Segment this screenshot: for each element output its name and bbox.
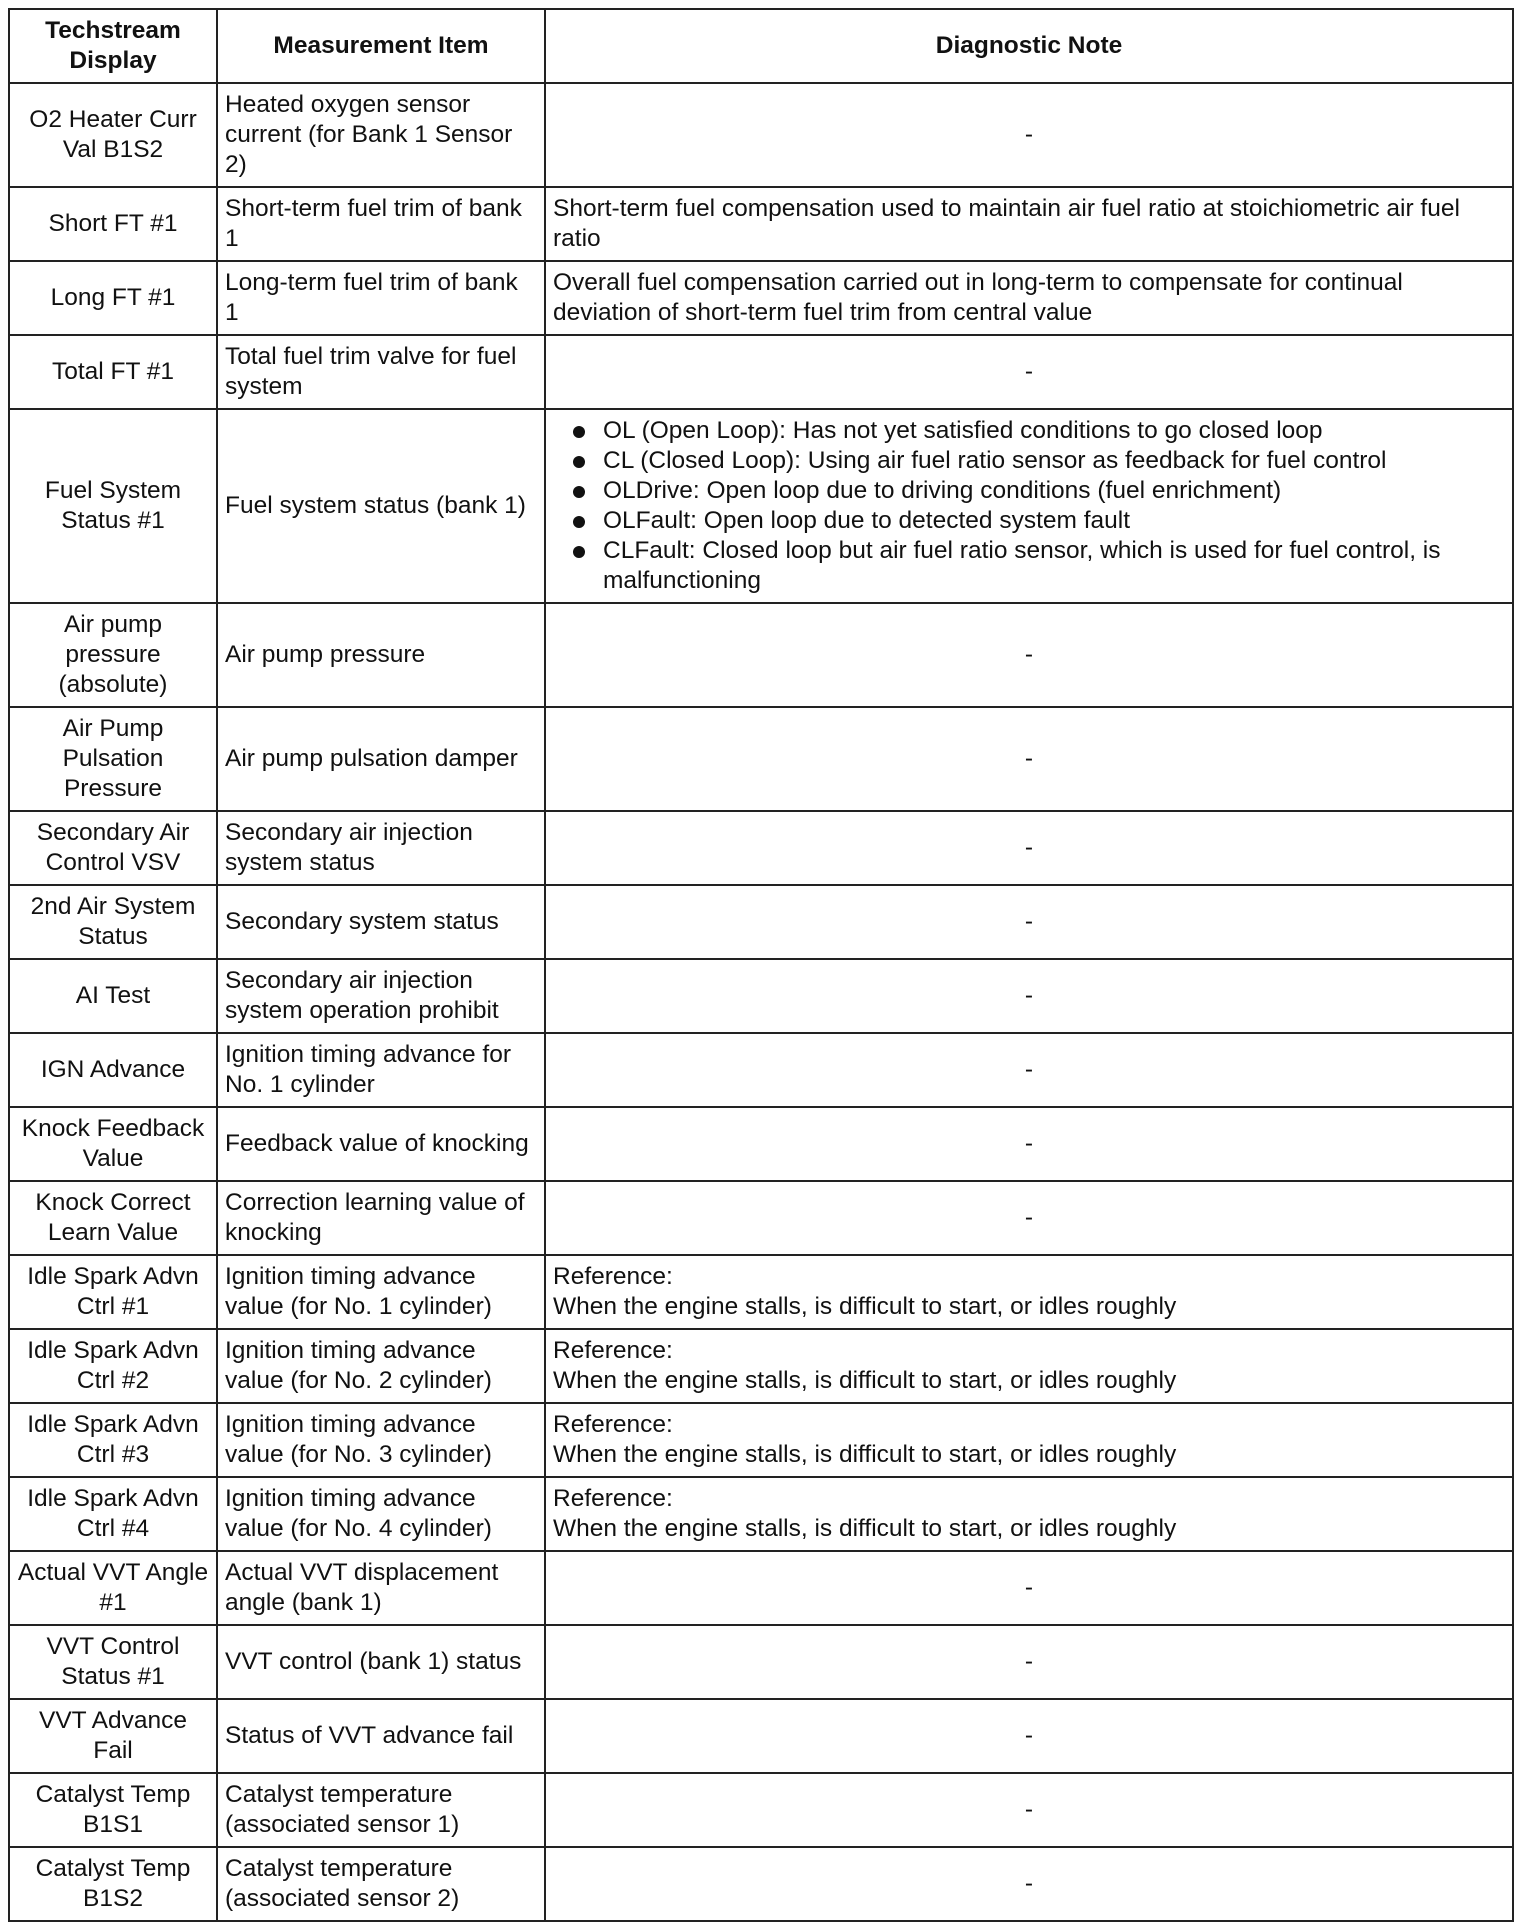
table-row — [9, 335, 1513, 409]
table-row — [9, 603, 1513, 707]
table-row — [9, 1107, 1513, 1181]
table-row — [9, 1403, 1513, 1477]
table-body — [9, 83, 1513, 1921]
note-reference-text: When the engine stalls, is difficult to start, or idles roughly — [553, 1293, 1177, 1320]
table-row — [9, 885, 1513, 959]
table-row — [9, 1255, 1513, 1329]
measurement-item-cell: Air pump pressure — [217, 603, 545, 707]
table-row — [9, 83, 1513, 187]
measurement-item-cell: Feedback value of knocking — [217, 1107, 545, 1181]
table-row — [9, 1847, 1513, 1921]
diagnostic-note-cell: - — [545, 1551, 1513, 1625]
table-row — [9, 811, 1513, 885]
techstream-display-cell: O2 Heater Curr Val B1S2 — [9, 83, 217, 187]
diagnostic-note-cell: - — [545, 811, 1513, 885]
table-row — [9, 1181, 1513, 1255]
note-reference-text: When the engine stalls, is difficult to start, or idles roughly — [553, 1367, 1177, 1394]
header-diagnostic-note: Diagnostic Note — [545, 9, 1513, 83]
techstream-display-cell: Secondary Air Control VSV — [9, 811, 217, 885]
table-row — [9, 959, 1513, 1033]
techstream-display-cell: 2nd Air System Status — [9, 885, 217, 959]
techstream-display-cell: Knock Feedback Value — [9, 1107, 217, 1181]
measurement-item-cell: Status of VVT advance fail — [217, 1699, 545, 1773]
measurement-item-cell: Ignition timing advance value (for No. 1 cylinder) — [217, 1255, 545, 1329]
diagnostic-note-cell — [545, 1329, 1513, 1403]
measurement-item-cell: Correction learning value of knocking — [217, 1181, 545, 1255]
diagnostic-note-cell: - — [545, 1847, 1513, 1921]
techstream-display-cell: AI Test — [9, 959, 217, 1033]
table-row — [9, 1773, 1513, 1847]
techstream-display-cell: Catalyst Temp B1S2 — [9, 1847, 217, 1921]
bullet-item: CLFault: Closed loop but air fuel ratio sensor, which is used for fuel control, is malfunctioning — [553, 536, 1505, 596]
table-row — [9, 261, 1513, 335]
techstream-display-cell: Long FT #1 — [9, 261, 217, 335]
techstream-display-cell: VVT Control Status #1 — [9, 1625, 217, 1699]
measurement-item-cell: VVT control (bank 1) status — [217, 1625, 545, 1699]
diagnostic-note-cell: - — [545, 83, 1513, 187]
measurement-item-cell: Catalyst temperature (associated sensor 2) — [217, 1847, 545, 1921]
measurement-item-cell: Ignition timing advance for No. 1 cylinder — [217, 1033, 545, 1107]
bullet-item: OL (Open Loop): Has not yet satisfied conditions to go closed loop — [553, 416, 1505, 446]
table-row — [9, 1699, 1513, 1773]
techstream-display-cell: Air Pump Pulsation Pressure — [9, 707, 217, 811]
measurement-item-cell: Secondary system status — [217, 885, 545, 959]
techstream-display-cell: VVT Advance Fail — [9, 1699, 217, 1773]
measurement-item-cell: Short-term fuel trim of bank 1 — [217, 187, 545, 261]
bullet-item: CL (Closed Loop): Using air fuel ratio sensor as feedback for fuel control — [553, 446, 1505, 476]
techstream-display-cell: Idle Spark Advn Ctrl #4 — [9, 1477, 217, 1551]
techstream-display-cell: Actual VVT Angle #1 — [9, 1551, 217, 1625]
techstream-display-cell: Idle Spark Advn Ctrl #1 — [9, 1255, 217, 1329]
techstream-display-cell: Idle Spark Advn Ctrl #3 — [9, 1403, 217, 1477]
data-list-table — [8, 8, 1514, 1922]
measurement-item-cell: Long-term fuel trim of bank 1 — [217, 261, 545, 335]
diagnostic-note-cell: - — [545, 959, 1513, 1033]
header-measurement-item: Measurement Item — [217, 9, 545, 83]
measurement-item-cell: Secondary air injection system status — [217, 811, 545, 885]
table-row — [9, 1477, 1513, 1551]
table-row — [9, 187, 1513, 261]
header-row — [9, 9, 1513, 83]
table-row — [9, 1625, 1513, 1699]
diagnostic-note-cell — [545, 1403, 1513, 1477]
note-reference-label: Reference: — [553, 1411, 673, 1438]
diagnostic-note-cell — [545, 1255, 1513, 1329]
diagnostic-note-cell: - — [545, 335, 1513, 409]
diagnostic-note-cell: - — [545, 1625, 1513, 1699]
measurement-item-cell: Ignition timing advance value (for No. 3 cylinder) — [217, 1403, 545, 1477]
diagnostic-note-cell: - — [545, 1033, 1513, 1107]
measurement-item-cell: Fuel system status (bank 1) — [217, 409, 545, 603]
note-reference-label: Reference: — [553, 1485, 673, 1512]
header-techstream-display: Techstream Display — [9, 9, 217, 83]
techstream-display-cell: Short FT #1 — [9, 187, 217, 261]
table-row — [9, 1033, 1513, 1107]
measurement-item-cell: Actual VVT displacement angle (bank 1) — [217, 1551, 545, 1625]
bullet-item: OLDrive: Open loop due to driving conditions (fuel enrichment) — [553, 476, 1505, 506]
measurement-item-cell: Total fuel trim valve for fuel system — [217, 335, 545, 409]
techstream-display-cell: Idle Spark Advn Ctrl #2 — [9, 1329, 217, 1403]
table-row — [9, 707, 1513, 811]
measurement-item-cell: Ignition timing advance value (for No. 4 cylinder) — [217, 1477, 545, 1551]
diagnostic-note-cell: Overall fuel compensation carried out in long-term to compensate for continual deviation of short-term fuel trim from central value — [545, 261, 1513, 335]
bullet-item: OLFault: Open loop due to detected system fault — [553, 506, 1505, 536]
techstream-display-cell: IGN Advance — [9, 1033, 217, 1107]
techstream-display-cell: Total FT #1 — [9, 335, 217, 409]
fuel-status-bullet-list — [553, 416, 1505, 596]
measurement-item-cell: Catalyst temperature (associated sensor 1) — [217, 1773, 545, 1847]
techstream-display-cell: Knock Correct Learn Value — [9, 1181, 217, 1255]
table-row — [9, 1329, 1513, 1403]
techstream-display-cell: Fuel System Status #1 — [9, 409, 217, 603]
note-reference-text: When the engine stalls, is difficult to start, or idles roughly — [553, 1441, 1177, 1468]
measurement-item-cell: Secondary air injection system operation prohibit — [217, 959, 545, 1033]
measurement-item-cell: Ignition timing advance value (for No. 2 cylinder) — [217, 1329, 545, 1403]
techstream-display-cell: Catalyst Temp B1S1 — [9, 1773, 217, 1847]
diagnostic-note-cell: - — [545, 1107, 1513, 1181]
note-reference-text: When the engine stalls, is difficult to start, or idles roughly — [553, 1515, 1177, 1542]
diagnostic-note-cell: - — [545, 1181, 1513, 1255]
diagnostic-note-cell: - — [545, 707, 1513, 811]
measurement-item-cell: Heated oxygen sensor current (for Bank 1 Sensor 2) — [217, 83, 545, 187]
measurement-item-cell: Air pump pulsation damper — [217, 707, 545, 811]
table-row — [9, 1551, 1513, 1625]
note-reference-label: Reference: — [553, 1337, 673, 1364]
diagnostic-note-cell — [545, 1477, 1513, 1551]
diagnostic-note-cell: - — [545, 1699, 1513, 1773]
diagnostic-note-cell — [545, 409, 1513, 603]
diagnostic-note-cell: Short-term fuel compensation used to maintain air fuel ratio at stoichiometric air fuel ratio — [545, 187, 1513, 261]
note-reference-label: Reference: — [553, 1263, 673, 1290]
techstream-display-cell: Air pump pressure (absolute) — [9, 603, 217, 707]
diagnostic-note-cell: - — [545, 885, 1513, 959]
table-row — [9, 409, 1513, 603]
diagnostic-note-cell: - — [545, 1773, 1513, 1847]
diagnostic-note-cell: - — [545, 603, 1513, 707]
